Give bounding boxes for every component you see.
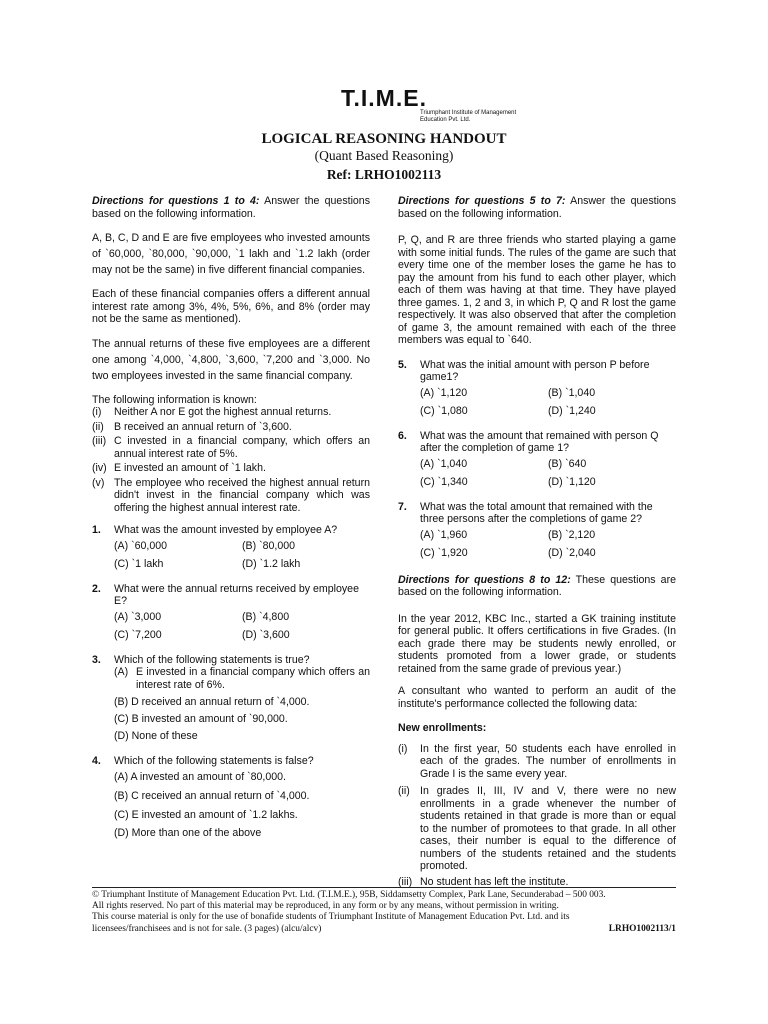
question-1: 1. What was the amount invested by employee A? — [92, 524, 338, 536]
option: (C) E invested an amount of `1.2 lakhs. — [114, 808, 298, 821]
paragraph: A consultant who wanted to perform an audit of the institute's performance collected the following data: — [398, 685, 676, 710]
question-4: 4. Which of the following statements is false? — [92, 755, 314, 767]
option: (A) E invested in a financial company which offers an interest rate of 6%. — [114, 666, 370, 691]
page-title: LOGICAL REASONING HANDOUT — [261, 131, 507, 147]
directions-5-7 — [398, 195, 676, 220]
directions-1-4 — [92, 195, 370, 220]
rule-item: (iii) No student has left the institute. — [398, 875, 569, 888]
option: (A) `1,120 — [420, 386, 468, 399]
clue-item: (i) Neither A nor E got the highest annual returns. — [92, 406, 332, 418]
directions-8-12 — [398, 574, 676, 599]
copyright-footer — [92, 887, 676, 935]
option: (C) `1,340 — [420, 475, 468, 488]
options — [114, 608, 370, 644]
option: (C) `7,200 — [114, 628, 162, 641]
paragraph: P, Q, and R are three friends who started playing a game with some initial funds. The rules of the game are such that every time one of the member loses the game he has to pay the amount from his fund to each other player, which each of them was having at that time. They have played three games. 1, 2 and 3, in which P, Q and R lost the game respectively. It was also observed that after the completion of game 3, the amount remained with each of the three members was equal to `640. — [398, 234, 676, 346]
options — [114, 666, 370, 745]
directions-text: These questions are based on the following information. — [398, 573, 676, 598]
question-2: 2. What were the annual returns received by employee E? — [92, 582, 359, 607]
section-heading: New enrollments: — [398, 722, 487, 734]
clue-item: (iv) E invested an amount of `1 lakh. — [92, 462, 266, 474]
question-5: 5. What was the initial amount with person P before game1? — [398, 358, 650, 383]
page-subtitle: (Quant Based Reasoning) — [314, 148, 454, 163]
left-column — [92, 195, 370, 842]
footer-line: licensees/franchisees and is not for sale. (3 pages) (alcu/alcv) — [92, 923, 322, 934]
paragraph: Each of these financial companies offers a different annual interest rate among 3%, 4%, 5%, 6%, and 8% (order may not be the same as mentioned). — [92, 288, 370, 325]
directions-text: Answer the questions based on the following information. — [92, 195, 370, 220]
option: (B) `80,000 — [242, 539, 295, 552]
options — [420, 526, 676, 562]
options — [420, 455, 676, 491]
directions-label: Directions for questions 1 to 4: — [92, 195, 260, 207]
option: (A) `3,000 — [114, 610, 162, 623]
known-heading: The following information is known: — [92, 393, 257, 406]
time-logo — [0, 85, 768, 123]
option: (D) `1,120 — [548, 475, 596, 488]
directions-label: Directions for questions 5 to 7: — [398, 195, 566, 207]
option: (A) `1,040 — [420, 457, 468, 470]
option: (D) More than one of the above — [114, 826, 262, 839]
reference-code: Ref: LRHO1002113 — [326, 167, 442, 182]
clue-item: (iii) C invested in a financial company, which offers an annual interest rate of 5%. — [92, 435, 370, 460]
footer-line: All rights reserved. No part of this material may be reproduced, in any form or by any means, without permission in writing. — [92, 901, 559, 912]
option: (C) `1,080 — [420, 404, 468, 417]
option: (B) `2,120 — [548, 528, 596, 541]
paragraph: In the year 2012, KBC Inc., started a GK training institute for general public. It offers certifications in five Grades. (In each grade there may be students newly enrolled, or students promoted from a lower grade, or students retained from the same grade of previous year.) — [398, 612, 676, 675]
paragraph: The annual returns of these five employees are a different one among `4,000, `4,800, `3,600, `7,200 and `3,000. No two employees invested in the same financial company. — [92, 337, 370, 382]
option: (D) `3,600 — [242, 628, 290, 641]
title-block — [0, 131, 768, 186]
rule-item: (i) In the first year, 50 students each have enrolled in each of the grades. The number of enrollments in Grade I is the same every year. — [398, 742, 676, 780]
question-7: 7. What was the total amount that remained with the three persons after the completions of game 2? — [398, 500, 653, 525]
option: (B) `640 — [548, 457, 587, 470]
page-code: LRHO1002113/1 — [608, 923, 676, 934]
option: (D) `1,240 — [548, 404, 596, 417]
clue-item: (ii) B received an annual return of `3,600. — [92, 420, 292, 433]
option: (D) `1.2 lakh — [242, 557, 301, 570]
clue-item: (v) The employee who received the highest annual return didn't invest in the financial company which was offering the highest annual interest rate. — [92, 476, 370, 514]
option: (B) `4,800 — [242, 610, 290, 623]
option: (B) `1,040 — [548, 386, 596, 399]
question-6: 6. What was the amount that remained with person Q after the completion of game 1? — [398, 429, 659, 454]
logo-subtitle: Triumphant Institute of Management Education Pvt. Ltd. — [420, 110, 517, 123]
options — [114, 768, 370, 842]
options — [420, 384, 676, 420]
option: (C) `1,920 — [420, 546, 468, 559]
option: (C) B invested an amount of `90,000. — [114, 713, 288, 725]
directions-label: Directions for questions 8 to 12: — [398, 573, 571, 586]
paragraph: A, B, C, D and E are five employees who invested amounts of `60,000, `80,000, `90,000, `1 lakh and `1.2 lakh (order may not be the same) in five different financial companies. — [92, 232, 370, 276]
rule-item: (ii) In grades II, III, IV and V, there were no new enrollments in a grade whenever the number of students retained in that grade is more than or equal to the number of promotees to that grade. In all other cases, their number is equal to the difference of numbers of the students retained and the students promoted. — [398, 785, 676, 872]
option: (D) None of these — [114, 730, 198, 742]
right-column — [398, 195, 676, 888]
directions-text: Answer the questions based on the following information. — [398, 195, 676, 220]
options — [114, 537, 370, 573]
option: (C) `1 lakh — [114, 557, 164, 570]
question-3: 3. Which of the following statements is true? — [92, 653, 310, 666]
option: (A) `60,000 — [114, 539, 167, 552]
logo-text: T.I.M.E. — [341, 85, 427, 111]
option: (D) `2,040 — [548, 546, 596, 559]
footer-line: This course material is only for the use of bonafide students of Triumphant Institute of Management Education Pvt. Ltd. and its — [92, 912, 570, 923]
option: (A) A invested an amount of `80,000. — [114, 770, 286, 783]
footer-last-line — [92, 924, 676, 935]
footer-line: © Triumphant Institute of Management Education Pvt. Ltd. (T.I.M.E.), 95B, Siddamsetty Complex, Park Lane, Secunderabad – 500 003. — [92, 890, 606, 900]
option: (B) D received an annual return of `4,000. — [114, 696, 310, 708]
option: (B) C received an annual return of `4,000. — [114, 789, 310, 802]
option: (A) `1,960 — [420, 528, 468, 541]
